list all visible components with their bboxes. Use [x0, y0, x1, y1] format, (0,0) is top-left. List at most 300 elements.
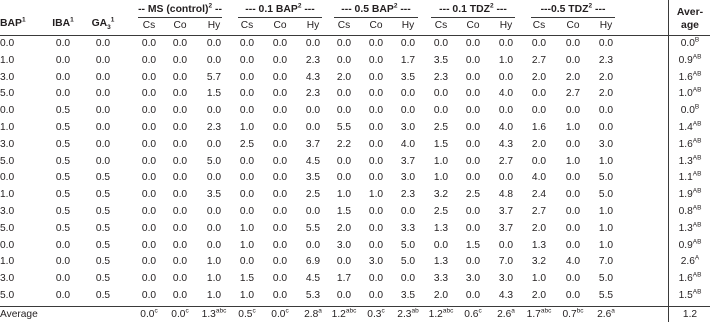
row-average — [679, 138, 702, 152]
row-cell: 5.3 — [305, 290, 321, 301]
average-row-value — [597, 308, 615, 322]
row-average-value: 0.0 — [680, 38, 695, 49]
header-average-line2: age — [681, 20, 699, 31]
row-cell: 0.0 — [336, 54, 352, 66]
average-value: 2.6 — [597, 308, 612, 320]
row-cell: 1.0 — [565, 122, 581, 133]
row-average-letter: AB — [692, 204, 702, 212]
row-cell: 0.0 — [141, 222, 157, 234]
group-header-2 — [245, 3, 314, 17]
row-cell: 3.5 — [305, 172, 321, 184]
row-cell: 0.0 — [305, 105, 321, 117]
row-cell: 1.0 — [598, 155, 614, 167]
subheader-hy: Hy — [499, 20, 513, 31]
average-row-value — [140, 308, 157, 322]
group-header-4 — [439, 3, 507, 17]
row-cell: 0.0 — [172, 172, 188, 184]
row-average-letter: AB — [692, 137, 702, 145]
average-row-label: Average — [0, 308, 38, 320]
row-cell: 0.0 — [565, 138, 581, 150]
row-cell: 0.0 — [498, 38, 514, 49]
superscript: 2 — [588, 2, 593, 10]
row-cell: 0.0 — [336, 290, 352, 301]
row-cell: 2.3 — [433, 71, 449, 83]
row-cell: 3.0 — [336, 239, 352, 251]
row-cell: 0.0 — [206, 138, 222, 150]
average-value: 1.7 — [526, 308, 541, 320]
row-cell: 0.0 — [465, 54, 481, 66]
row-cell: 0.0 — [336, 105, 352, 117]
row-cell: 0.0 — [272, 222, 288, 234]
row-cell: 0.0 — [141, 172, 157, 184]
row-iba-value: 0.0 — [55, 273, 71, 285]
row-cell: 1.0 — [598, 239, 614, 251]
row-cell: 3.5 — [400, 71, 416, 83]
row-cell: 2.0 — [531, 138, 547, 150]
row-cell: 0.0 — [141, 189, 157, 201]
average-value: 1.3 — [201, 308, 216, 320]
average-overall: 1.2 — [682, 308, 698, 320]
row-cell: 6.9 — [305, 256, 321, 268]
row-cell: 0.0 — [498, 239, 514, 251]
row-cell: 0.0 — [565, 38, 581, 49]
row-cell: 0.0 — [239, 38, 255, 49]
average-letter: c — [185, 307, 189, 315]
row-cell: 0.0 — [465, 222, 481, 234]
superscript: 2 — [489, 2, 494, 10]
average-letter: c — [252, 307, 256, 315]
row-average — [679, 272, 702, 286]
row-cell: 0.0 — [172, 206, 188, 217]
row-bap-value: 1.0 — [0, 189, 15, 201]
row-cell: 1.0 — [598, 222, 614, 234]
row-cell: 2.3 — [206, 122, 222, 133]
row-cell: 2.7 — [498, 155, 514, 167]
row-cell: 0.0 — [305, 206, 321, 217]
row-ga3-value: 0.5 — [95, 172, 111, 184]
subheader-co: Co — [566, 20, 580, 31]
row-cell: 0.0 — [368, 273, 384, 285]
row-cell: 2.3 — [305, 54, 321, 66]
group-underline-2 — [238, 17, 322, 18]
superscript: 1 — [110, 16, 115, 24]
row-cell: 0.0 — [272, 54, 288, 66]
row-cell: 0.0 — [305, 38, 321, 49]
average-value: 0.3 — [367, 308, 382, 320]
row-cell: 0.0 — [141, 256, 157, 268]
row-cell: 0.0 — [433, 38, 449, 49]
row-cell: 1.0 — [598, 206, 614, 217]
row-cell: 2.5 — [305, 189, 321, 201]
row-cell: 0.0 — [239, 172, 255, 184]
row-cell: 1.5 — [206, 88, 222, 100]
average-column-divider — [668, 0, 669, 322]
row-cell: 3.0 — [368, 256, 384, 268]
row-average — [681, 104, 700, 118]
row-cell: 0.0 — [368, 71, 384, 83]
row-cell: 1.0 — [336, 189, 352, 201]
row-cell: 0.0 — [206, 206, 222, 217]
row-cell: 0.0 — [565, 290, 581, 301]
row-cell: 1.5 — [465, 239, 481, 251]
row-iba-value: 0.5 — [55, 122, 71, 133]
row-cell: 2.3 — [598, 54, 614, 66]
row-cell: 0.0 — [565, 273, 581, 285]
row-cell: 3.0 — [400, 122, 416, 133]
row-cell: 0.0 — [239, 189, 255, 201]
row-iba-value: 0.0 — [55, 290, 71, 301]
row-cell: 0.0 — [172, 239, 188, 251]
superscript: 2 — [393, 2, 398, 10]
row-average-value: 1.6 — [678, 71, 693, 83]
subheader-hy: Hy — [401, 20, 415, 31]
row-cell: 1.0 — [239, 122, 255, 133]
row-cell: 0.0 — [565, 172, 581, 184]
average-letter: abc — [540, 307, 552, 315]
average-row-value — [171, 308, 188, 322]
row-cell: 0.0 — [172, 273, 188, 285]
row-average-value: 1.6 — [678, 273, 693, 285]
row-cell: 3.7 — [498, 222, 514, 234]
row-bap-value: 3.0 — [0, 71, 15, 83]
row-cell: 0.0 — [598, 122, 614, 133]
average-letter: a — [318, 307, 322, 315]
row-cell: 3.0 — [498, 273, 514, 285]
row-cell: 4.5 — [305, 273, 321, 285]
row-cell: 0.0 — [172, 222, 188, 234]
average-row-value — [464, 308, 481, 322]
row-cell: 4.0 — [400, 138, 416, 150]
average-value: 0.6 — [464, 308, 479, 320]
row-cell: 0.0 — [531, 105, 547, 117]
row-cell: 3.0 — [465, 273, 481, 285]
row-cell: 4.3 — [498, 290, 514, 301]
row-cell: 7.0 — [498, 256, 514, 268]
row-cell: 0.0 — [305, 239, 321, 251]
row-cell: 2.5 — [433, 122, 449, 133]
average-letter: bc — [576, 307, 584, 315]
average-value: 1.2 — [331, 308, 346, 320]
row-cell: 0.0 — [531, 155, 547, 167]
row-cell: 2.7 — [531, 206, 547, 217]
row-average-value: 0.9 — [678, 54, 693, 66]
row-cell: 0.0 — [565, 222, 581, 234]
row-cell: 0.0 — [565, 206, 581, 217]
subheader-co: Co — [466, 20, 480, 31]
row-cell: 1.0 — [433, 155, 449, 167]
group-underline-5 — [531, 17, 615, 18]
row-cell: 2.0 — [531, 290, 547, 301]
row-cell: 2.0 — [598, 71, 614, 83]
row-cell: 0.0 — [272, 172, 288, 184]
row-average-letter: A — [694, 255, 700, 262]
row-bap-value: 3.0 — [0, 138, 15, 150]
row-cell: 4.0 — [498, 88, 514, 100]
row-bap-value: 1.0 — [0, 54, 15, 66]
group-header-1 — [138, 3, 222, 17]
row-cell: 0.0 — [465, 155, 481, 167]
group-header-suffix: -- — [212, 4, 222, 15]
row-cell: 4.8 — [498, 189, 514, 201]
row-average-letter: AB — [692, 70, 702, 78]
row-cell: 2.3 — [400, 189, 416, 201]
row-cell: 0.0 — [272, 122, 288, 133]
group-underline-3 — [334, 17, 418, 18]
row-average-value: 1.6 — [678, 138, 693, 150]
row-average-letter: AB — [692, 87, 702, 94]
row-cell: 5.7 — [206, 71, 222, 83]
row-cell: 0.0 — [400, 88, 416, 100]
row-cell: 3.3 — [433, 273, 449, 285]
row-iba-value: 0.0 — [55, 38, 71, 49]
row-cell: 2.7 — [565, 88, 581, 100]
row-average-letter: B — [694, 103, 700, 111]
row-cell: 0.0 — [272, 155, 288, 167]
average-letter: abc — [442, 307, 454, 315]
row-cell: 0.0 — [465, 105, 481, 117]
average-value: 0.7 — [562, 308, 577, 320]
row-average-value: 2.6 — [680, 256, 695, 268]
group-header-text: --- 0.1 BAP — [245, 4, 298, 15]
row-cell: 0.0 — [368, 88, 384, 100]
group-header-text: -- MS (control) — [138, 4, 209, 15]
row-cell: 0.0 — [368, 38, 384, 49]
row-cell: 1.7 — [336, 273, 352, 285]
group-header-suffix: --- — [493, 4, 507, 15]
row-cell: 0.0 — [272, 105, 288, 117]
subheader-cs: Cs — [337, 20, 351, 31]
row-cell: 0.0 — [141, 239, 157, 251]
row-ga3-value: 0.5 — [95, 189, 111, 201]
row-average — [679, 121, 702, 135]
row-ga3-value: 0.5 — [95, 222, 111, 234]
row-ga3-value: 0.0 — [95, 105, 111, 117]
row-ga3-value: 0.0 — [95, 38, 111, 49]
row-cell: 0.0 — [433, 239, 449, 251]
row-cell: 5.5 — [305, 222, 321, 234]
average-value: 1.2 — [428, 308, 443, 320]
group-header-suffix: --- — [397, 4, 411, 15]
row-cell: 0.0 — [336, 172, 352, 184]
row-average-value: 0.9 — [678, 239, 693, 251]
row-average-letter: AB — [692, 187, 702, 195]
row-ga3-value: 0.5 — [95, 239, 111, 251]
row-cell: 0.0 — [336, 88, 352, 100]
row-cell: 0.0 — [239, 54, 255, 66]
row-cell: 2.5 — [433, 206, 449, 217]
row-average-letter: AB — [692, 171, 702, 178]
row-cell: 2.0 — [531, 71, 547, 83]
row-cell: 0.0 — [465, 122, 481, 133]
row-cell: 2.0 — [336, 222, 352, 234]
row-cell: 5.0 — [400, 239, 416, 251]
row-ga3-value: 0.0 — [95, 138, 111, 150]
row-cell: 0.0 — [465, 88, 481, 100]
row-cell: 0.0 — [141, 273, 157, 285]
row-cell: 0.0 — [336, 256, 352, 268]
row-cell: 0.0 — [172, 88, 188, 100]
row-average — [679, 54, 702, 68]
row-cell: 3.7 — [498, 206, 514, 217]
row-iba-value: 0.5 — [55, 105, 71, 117]
row-cell: 0.0 — [336, 155, 352, 167]
row-average-letter: AB — [692, 221, 702, 229]
row-cell: 1.0 — [206, 290, 222, 301]
row-cell: 3.5 — [206, 189, 222, 201]
row-cell: 0.0 — [465, 71, 481, 83]
row-cell: 0.0 — [206, 105, 222, 117]
row-average — [679, 155, 702, 169]
row-cell: 2.3 — [305, 88, 321, 100]
row-cell: 0.0 — [598, 105, 614, 117]
row-cell: 3.7 — [305, 138, 321, 150]
row-cell: 3.5 — [400, 290, 416, 301]
average-row-value — [238, 308, 255, 322]
row-cell: 1.0 — [206, 273, 222, 285]
row-cell: 1.0 — [433, 172, 449, 184]
row-ga3-value: 0.5 — [95, 256, 111, 268]
row-cell: 0.0 — [565, 239, 581, 251]
row-bap-value: 3.0 — [0, 273, 15, 285]
row-cell: 0.0 — [336, 38, 352, 49]
subheader-co: Co — [273, 20, 287, 31]
average-row-value — [397, 308, 418, 322]
row-cell: 0.0 — [141, 206, 157, 217]
row-average-value: 0.0 — [680, 105, 695, 117]
row-cell: 0.0 — [272, 189, 288, 201]
row-cell: 5.0 — [400, 256, 416, 268]
row-bap-value: 1.0 — [0, 122, 15, 133]
subheader-hy: Hy — [599, 20, 613, 31]
row-cell: 0.0 — [239, 256, 255, 268]
row-cell: 0.0 — [400, 206, 416, 217]
row-ga3-value: 0.0 — [95, 122, 111, 133]
row-cell: 1.0 — [206, 256, 222, 268]
row-cell: 5.0 — [598, 172, 614, 184]
average-row-value — [562, 308, 583, 322]
row-cell: 1.0 — [239, 290, 255, 301]
row-cell: 0.0 — [272, 273, 288, 285]
row-cell: 3.7 — [400, 155, 416, 167]
row-average-letter: AB — [692, 53, 702, 61]
row-cell: 3.0 — [598, 138, 614, 150]
group-header-3 — [341, 3, 410, 17]
row-cell: 4.3 — [498, 138, 514, 150]
row-cell: 0.0 — [498, 105, 514, 117]
row-cell: 0.0 — [206, 172, 222, 184]
subheader-hy: Hy — [306, 20, 320, 31]
row-average-letter: AB — [692, 271, 702, 279]
row-cell: 0.0 — [368, 239, 384, 251]
row-bap-value: 5.0 — [0, 155, 15, 167]
row-cell: 3.3 — [400, 222, 416, 234]
row-cell: 1.3 — [531, 239, 547, 251]
row-average — [679, 71, 702, 85]
group-underline-1 — [138, 17, 222, 18]
row-cell: 0.0 — [433, 105, 449, 117]
row-bap-value: 0.0 — [0, 239, 15, 251]
row-cell: 0.0 — [272, 38, 288, 49]
row-iba-value: 0.5 — [55, 172, 71, 184]
row-cell: 3.2 — [433, 189, 449, 201]
row-cell: 0.0 — [172, 122, 188, 133]
row-cell: 0.0 — [239, 105, 255, 117]
row-average-value: 1.9 — [678, 189, 693, 201]
average-letter: a — [611, 307, 615, 315]
subheader-cs: Cs — [532, 20, 546, 31]
average-value: 2.3 — [397, 308, 412, 320]
row-average-value: 1.3 — [678, 222, 693, 234]
row-average-value: 1.1 — [678, 172, 693, 184]
row-cell: 4.3 — [305, 71, 321, 83]
row-cell: 1.0 — [368, 189, 384, 201]
average-row-value — [429, 308, 454, 322]
superscript: 2 — [208, 2, 213, 10]
group-header-suffix: --- — [301, 4, 315, 15]
group-header-text: --- 0.1 TDZ — [439, 4, 490, 15]
average-row-value — [332, 308, 357, 322]
row-cell: 1.0 — [239, 222, 255, 234]
subheader-cs: Cs — [240, 20, 254, 31]
row-average-value: 1.0 — [678, 88, 693, 100]
header-average-line1: Aver- — [676, 7, 704, 18]
row-cell: 0.0 — [141, 88, 157, 100]
row-iba-value: 0.5 — [55, 189, 71, 201]
row-cell: 0.0 — [172, 105, 188, 117]
row-average — [679, 239, 702, 253]
row-cell: 0.0 — [368, 105, 384, 117]
average-value: 2.8 — [304, 308, 319, 320]
row-cell: 5.5 — [336, 122, 352, 133]
average-row-value — [202, 308, 227, 322]
row-cell: 0.0 — [239, 88, 255, 100]
row-bap-value: 1.0 — [0, 256, 15, 268]
header-iba-text: IBA — [52, 18, 71, 29]
header-iba — [52, 17, 74, 31]
row-cell: 2.4 — [531, 189, 547, 201]
row-cell: 0.0 — [565, 189, 581, 201]
average-value: 0.0 — [140, 308, 155, 320]
row-average-value: 1.3 — [678, 155, 693, 167]
row-cell: 2.0 — [433, 290, 449, 301]
row-cell: 0.0 — [272, 290, 288, 301]
row-cell: 3.5 — [433, 54, 449, 66]
row-average-value: 1.4 — [678, 122, 693, 133]
average-row-value — [367, 308, 384, 322]
row-cell: 1.0 — [531, 273, 547, 285]
row-bap-value: 5.0 — [0, 88, 15, 100]
row-average — [679, 205, 702, 219]
superscript: 1 — [70, 16, 74, 24]
row-cell: 0.0 — [239, 71, 255, 83]
superscript: 2 — [297, 2, 302, 10]
row-cell: 1.6 — [531, 122, 547, 133]
row-cell: 0.0 — [465, 256, 481, 268]
row-cell: 0.0 — [272, 256, 288, 268]
group-header-5 — [541, 3, 606, 17]
row-iba-value: 0.5 — [55, 206, 71, 217]
row-cell: 0.0 — [531, 88, 547, 100]
row-average — [679, 171, 702, 185]
row-bap-value: 3.0 — [0, 206, 15, 217]
row-cell: 0.0 — [172, 256, 188, 268]
row-cell: 0.0 — [141, 71, 157, 83]
row-cell: 1.7 — [400, 54, 416, 66]
row-cell: 2.2 — [336, 138, 352, 150]
row-cell: 1.3 — [433, 222, 449, 234]
average-letter: c — [285, 307, 289, 315]
row-iba-value: 0.5 — [55, 222, 71, 234]
